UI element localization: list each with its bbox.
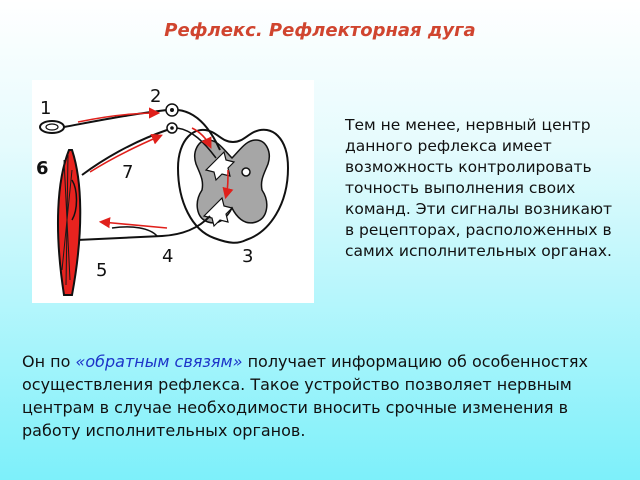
reflex-arc-diagram xyxy=(32,80,314,303)
label-5: 5 xyxy=(96,260,108,281)
bottom-text-after: получает информацию об особенностях осуществления рефлекса. Такое устройство позволяет нервным центрам в случае необходимости вносить срочные изменения в работу исполнительных органов. xyxy=(22,352,588,440)
label-7: 7 xyxy=(122,162,134,183)
muscle-effector xyxy=(58,150,80,295)
bottom-paragraph xyxy=(22,350,622,442)
reflex-arc-svg xyxy=(32,80,314,303)
slide-title: Рефлекс. Рефлекторная дуга xyxy=(164,20,476,41)
receptor xyxy=(40,121,64,133)
label-4: 4 xyxy=(162,246,174,267)
label-3: 3 xyxy=(242,246,254,267)
feedback-term: «обратным связям» xyxy=(75,352,243,371)
bottom-text-before: Он по xyxy=(22,352,76,371)
central-canal xyxy=(242,168,250,176)
label-2: 2 xyxy=(150,86,162,107)
side-paragraph: Тем не менее, нервный центр данного рефлекса имеет возможность контролировать точность выполнения своих команд. Эти сигналы возникают в рецепторах, расположенных в самих исполнительных органах. xyxy=(345,116,613,260)
label-1: 1 xyxy=(40,98,52,119)
label-6: 6 xyxy=(36,158,49,179)
